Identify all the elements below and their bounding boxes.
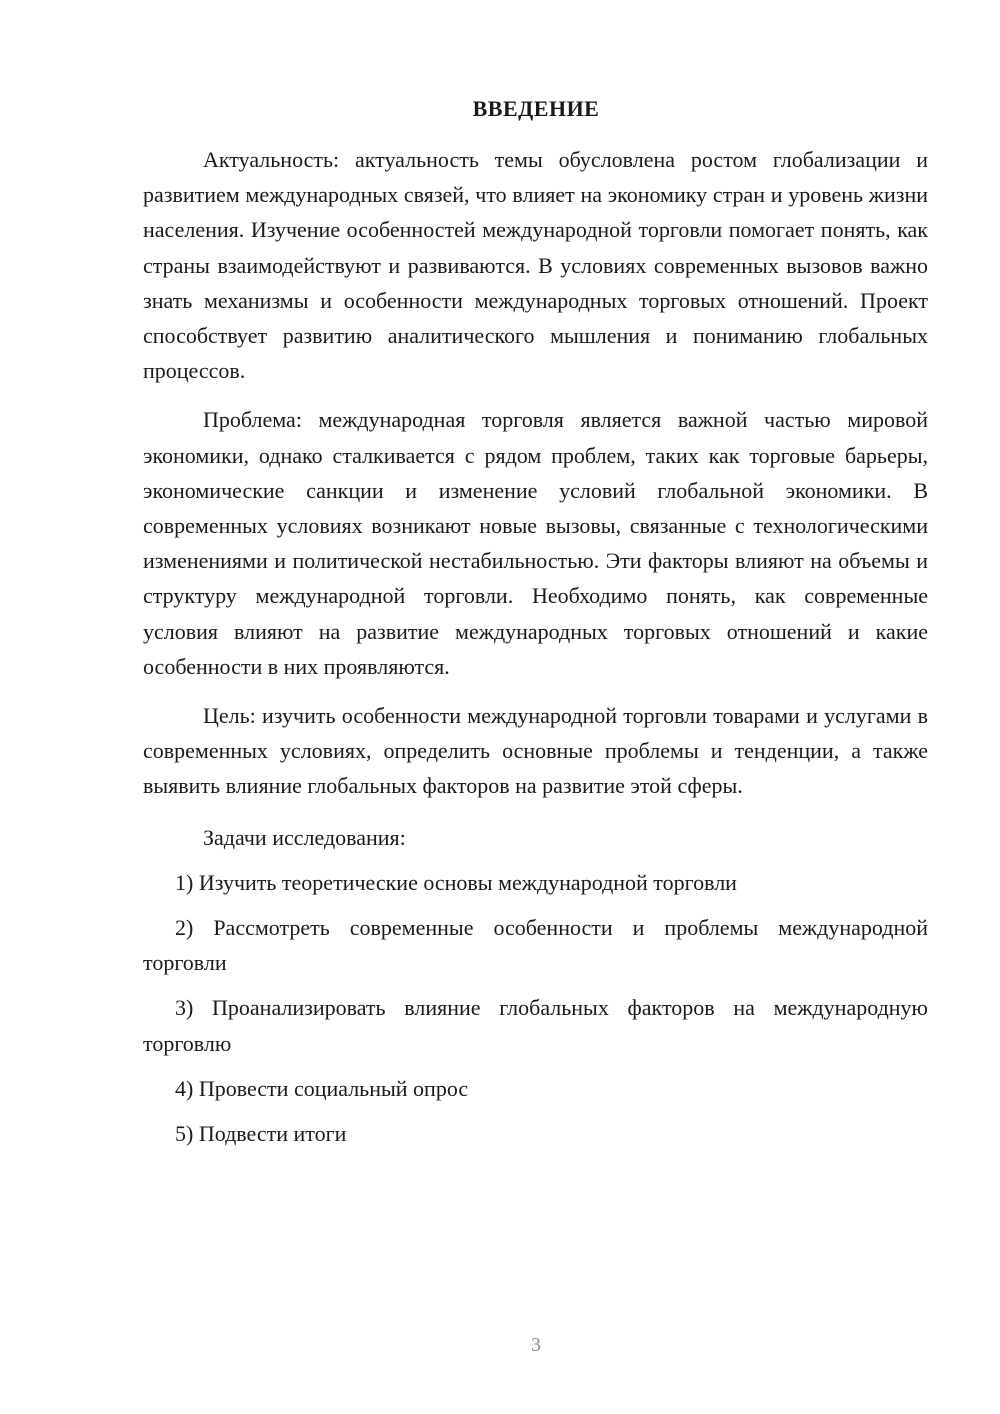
task-item: 3) Проанализировать влияние глобальных факторов на международную торговлю xyxy=(143,995,928,1056)
page-number: 3 xyxy=(531,1334,541,1356)
body-text xyxy=(143,142,928,1161)
task-item: 2) Рассмотреть современные особенности и проблемы международной торговли xyxy=(143,915,928,976)
paragraph-problem: Проблема: международная торговля является важной частью мировой экономики, однако сталкивается с рядом проблем, таких как торговые барьеры, экономические санкции и изменение условий глобальной экономики. В современных условиях возникают новые вызовы, связанные с технологическими изменениями и политической нестабильностью. Эти факторы влияют на объемы и структуру международной торговли. Необходимо понять, как современные условия влияют на развитие международных торговых отношений и какие особенности в них проявляются. xyxy=(143,407,928,679)
task-item: 1) Изучить теоретические основы международной торговли xyxy=(175,869,737,895)
paragraph-relevance: Актуальность: актуальность темы обусловлена ростом глобализации и развитием международных связей, что влияет на экономику стран и уровень жизни населения. Изучение особенностей международной торговли помогает понять, как страны взаимодействуют и развиваются. В условиях современных вызовов важно знать механизмы и особенности международных торговых отношений. Проект способствует развитию аналитического мышления и пониманию глобальных процессов. xyxy=(143,147,928,384)
tasks-title: Задачи исследования: xyxy=(203,824,406,850)
section-heading: ВВЕДЕНИЕ xyxy=(472,96,600,121)
task-item: 4) Провести социальный опрос xyxy=(175,1075,469,1101)
task-list xyxy=(143,865,928,1151)
task-item: 5) Подвести итоги xyxy=(175,1121,347,1147)
paragraph-goal: Цель: изучить особенности международной торговли товарами и услугами в современных условиях, определить основные проблемы и тенденции, а также выявить влияние глобальных факторов на развитие этой сферы. xyxy=(143,703,928,799)
